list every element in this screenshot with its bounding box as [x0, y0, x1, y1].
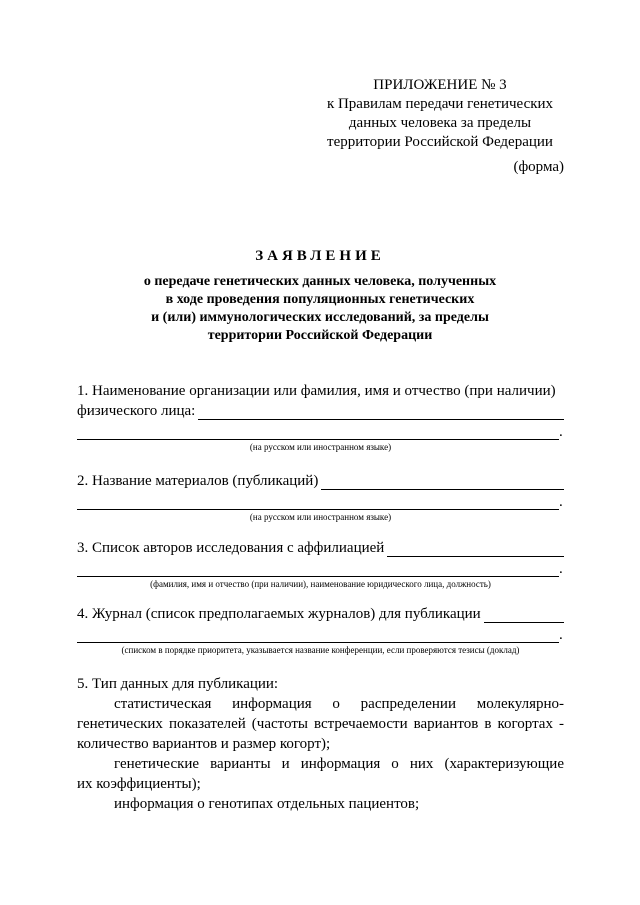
organization-name-field[interactable]: [198, 405, 564, 420]
subtitle-line: территории Российской Федерации: [207, 328, 433, 343]
section-1-line-2: [77, 400, 564, 420]
appendix-ref-line: территории Российской Федерации: [327, 134, 553, 150]
form-label: (форма): [513, 159, 564, 175]
section-3-label: 3. Список авторов исследования с аффилиацией: [77, 540, 385, 556]
section-1-note: (на русском или иностранном языке): [249, 442, 392, 452]
section-3-line-1: [77, 537, 564, 557]
appendix-ref-line: данных человека за пределы: [348, 115, 532, 131]
data-type-option-statistics-cont: генетических показателей (частоты встречаемости вариантов в когортах -: [77, 716, 564, 732]
section-1-label-cont: физического лица:: [77, 403, 196, 419]
data-type-option-statistics-cont: количество вариантов и размер когорт);: [77, 736, 331, 752]
organization-name-field-cont[interactable]: [77, 425, 559, 440]
section-1-label: 1. Наименование организации или фамилия, имя и отчество (при наличии): [77, 383, 556, 399]
subtitle-line: о передаче генетических данных человека, полученных: [143, 274, 497, 289]
section-2-note: (на русском или иностранном языке): [249, 512, 392, 522]
period: .: [559, 424, 563, 440]
section-5-label: 5. Тип данных для публикации:: [77, 676, 279, 692]
authors-field[interactable]: [387, 542, 564, 557]
materials-title-field[interactable]: [321, 475, 564, 490]
section-4-line-1: [77, 603, 564, 623]
document-subtitle: [0, 273, 640, 345]
document-title: ЗАЯВЛЕНИЕ: [255, 248, 385, 264]
section-data-type: [77, 674, 564, 814]
section-1-blank-row: [77, 420, 564, 440]
period: .: [559, 494, 563, 510]
authors-field-cont[interactable]: [77, 562, 559, 577]
appendix-ref-line: к Правилам передачи генетических: [326, 96, 554, 112]
materials-title-field-cont[interactable]: [77, 495, 559, 510]
section-2-blank-row: [77, 490, 564, 510]
section-4-note: (списком в порядке приоритета, указывается название конференции, если проверяются тезисы (доклад): [121, 645, 520, 655]
section-journal: [77, 603, 564, 656]
appendix-number: ПРИЛОЖЕНИЕ № 3: [373, 77, 507, 93]
section-1-line-1: [77, 380, 564, 400]
data-type-option-genotypes: информация о генотипах отдельных пациентов;: [114, 796, 420, 812]
subtitle-line: в ходе проведения популяционных генетических: [165, 292, 475, 307]
section-3-blank-row: [77, 557, 564, 577]
section-authors: [77, 537, 564, 590]
subtitle-line: и (или) иммунологических исследований, за пределы: [151, 310, 489, 325]
section-4-blank-row: [77, 623, 564, 643]
period: .: [559, 627, 563, 643]
data-type-option-variants-cont: их коэффициенты);: [77, 776, 201, 792]
section-organization: [77, 380, 564, 453]
section-3-note: (фамилия, имя и отчество (при наличии), наименование юридического лица, должность): [150, 579, 491, 589]
journal-field[interactable]: [484, 608, 564, 623]
data-type-option-variants: генетические варианты и информация о них (характеризующие: [114, 756, 564, 772]
data-type-option-statistics: статистическая информация о распределении молекулярно-: [114, 696, 564, 712]
section-4-label: 4. Журнал (список предполагаемых журналов) для публикации: [77, 606, 481, 622]
period: .: [559, 561, 563, 577]
journal-field-cont[interactable]: [77, 628, 559, 643]
section-materials: [77, 470, 564, 523]
appendix-header: [320, 76, 560, 152]
section-2-line-1: [77, 470, 564, 490]
section-2-label: 2. Название материалов (публикаций): [77, 473, 319, 489]
